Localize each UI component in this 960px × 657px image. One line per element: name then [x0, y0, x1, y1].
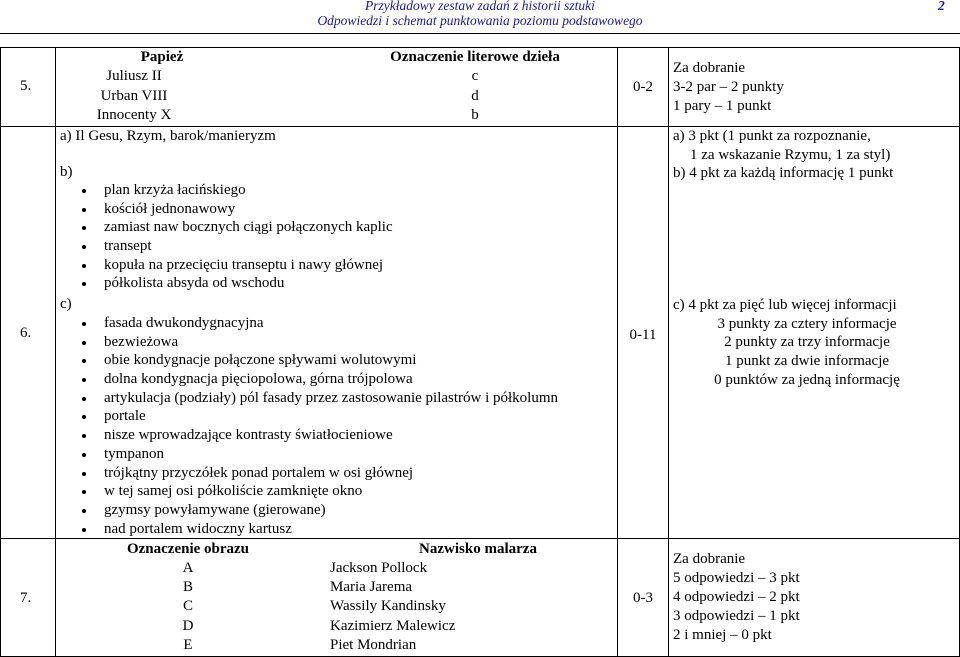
list-item: artykulacja (podziały) pól fasady przez zastosowanie pilastrów i półkolumn — [104, 389, 559, 406]
painting-mark: A — [182, 560, 194, 576]
list-item: nad portalem widoczny kartusz — [104, 520, 558, 539]
pope-name: Juliusz II — [106, 68, 162, 84]
painter-name: Wassily Kandinsky — [330, 598, 446, 614]
list-item: półkolista absyda od wschodu — [104, 274, 393, 293]
scoring-rule: 0 punktów za jedną informację — [714, 372, 900, 388]
answer-a: a) Il Gesu, Rzym, barok/manieryzm — [60, 128, 276, 144]
points: 0-2 — [633, 79, 653, 95]
scoring-rule: 3-2 par – 2 punkty — [673, 79, 784, 95]
header-title: Przykładowy zestaw zadań z historii sztuki — [365, 0, 595, 13]
work-letter: c — [471, 68, 479, 84]
list-item: portale — [104, 407, 558, 426]
grid-line — [55, 47, 56, 657]
scoring-rule: c) 4 pkt za pięć lub więcej informacji — [673, 297, 897, 313]
answer-c-label: c) — [60, 296, 72, 312]
column-header: Nazwisko malarza — [419, 541, 537, 557]
pope-name: Urban VIII — [100, 88, 168, 104]
scoring-rule: 1 punkt za dwie informacje — [724, 353, 890, 369]
list-item: nisze wprowadzające kontrasty światłocieniowe — [104, 426, 558, 445]
list-item: w tej samej osi półkoliście zamknięte okno — [104, 482, 558, 501]
list-item: obie kondygnacje połączone spływami wolutowymi — [104, 351, 558, 370]
scoring-rule: 5 odpowiedzi – 3 pkt — [673, 570, 800, 586]
painting-mark: D — [182, 618, 194, 634]
scoring-rule: Za dobranie — [673, 551, 746, 567]
list-item: transept — [104, 237, 393, 256]
points: 0-3 — [633, 590, 653, 606]
scoring-rule: Za dobranie — [673, 60, 746, 76]
list-item: zamiast naw bocznych ciągi połączonych kaplic — [104, 219, 393, 236]
painter-name: Jackson Pollock — [330, 560, 428, 576]
painting-mark: E — [183, 637, 193, 653]
list-item: gzymsy powyłamywane (gierowane) — [104, 501, 558, 520]
work-letter: d — [471, 88, 479, 104]
list-item: kościół jednonawowy — [104, 200, 393, 219]
points: 0-11 — [629, 327, 657, 343]
column-header: Oznaczenie literowe dzieła — [390, 49, 560, 65]
list-item: trójkątny przyczółek ponad portalem w osi głównej — [104, 464, 558, 483]
list-item: fasada dwukondygnacyjna — [104, 314, 558, 333]
painter-name: Maria Jarema — [330, 579, 413, 595]
painter-name: Kazimierz Malewicz — [330, 618, 456, 634]
grid-line — [668, 47, 669, 657]
list-item: dolna kondygnacja pięciopolowa, górna trójpolowa — [104, 370, 558, 389]
column-header: Oznaczenie obrazu — [126, 541, 250, 557]
grid-line — [0, 47, 1, 657]
scoring-rule: a) 3 pkt (1 punkt za rozpoznanie, — [673, 128, 871, 144]
scoring-rule: b) 4 pkt za każdą informację 1 punkt — [673, 165, 894, 181]
painter-name: Piet Mondrian — [330, 637, 417, 653]
scoring-rule: 3 punkty za cztery informacje — [717, 316, 897, 332]
page-number: 2 — [938, 0, 945, 13]
column-header: Papież — [140, 49, 184, 65]
list-item: bezwieżowa — [104, 333, 558, 352]
painting-mark: B — [182, 579, 193, 595]
pope-name: Innocenty X — [96, 107, 172, 123]
scoring-rule: 1 za wskazanie Rzymu, 1 za styl) — [690, 147, 891, 163]
answer-b-label: b) — [60, 164, 73, 180]
task-number: 7. — [20, 590, 32, 606]
list-item: plan krzyża łacińskiego — [104, 181, 393, 200]
scoring-rule: 2 punkty za trzy informacje — [724, 334, 890, 350]
header-rule — [0, 33, 960, 34]
task-number: 6. — [20, 325, 32, 341]
answer-c-list — [104, 314, 558, 538]
scoring-rule: 2 i mniej – 0 pkt — [673, 627, 772, 643]
list-item: tympanon — [104, 445, 558, 464]
list-item: kopuła na przecięciu transeptu i nawy głównej — [104, 256, 393, 275]
scoring-rule: 3 odpowiedzi – 1 pkt — [673, 608, 800, 624]
header-subtitle: Odpowiedzi i schemat punktowania poziomu podstawowego — [317, 13, 643, 28]
scoring-rule: 1 pary – 1 punkt — [673, 98, 772, 114]
scoring-rule: 4 odpowiedzi – 2 pkt — [673, 589, 800, 605]
answer-b-list — [104, 181, 393, 293]
grid-line — [617, 47, 618, 657]
painting-mark: C — [182, 598, 193, 614]
work-letter: b — [471, 107, 479, 123]
task-number: 5. — [20, 78, 32, 94]
